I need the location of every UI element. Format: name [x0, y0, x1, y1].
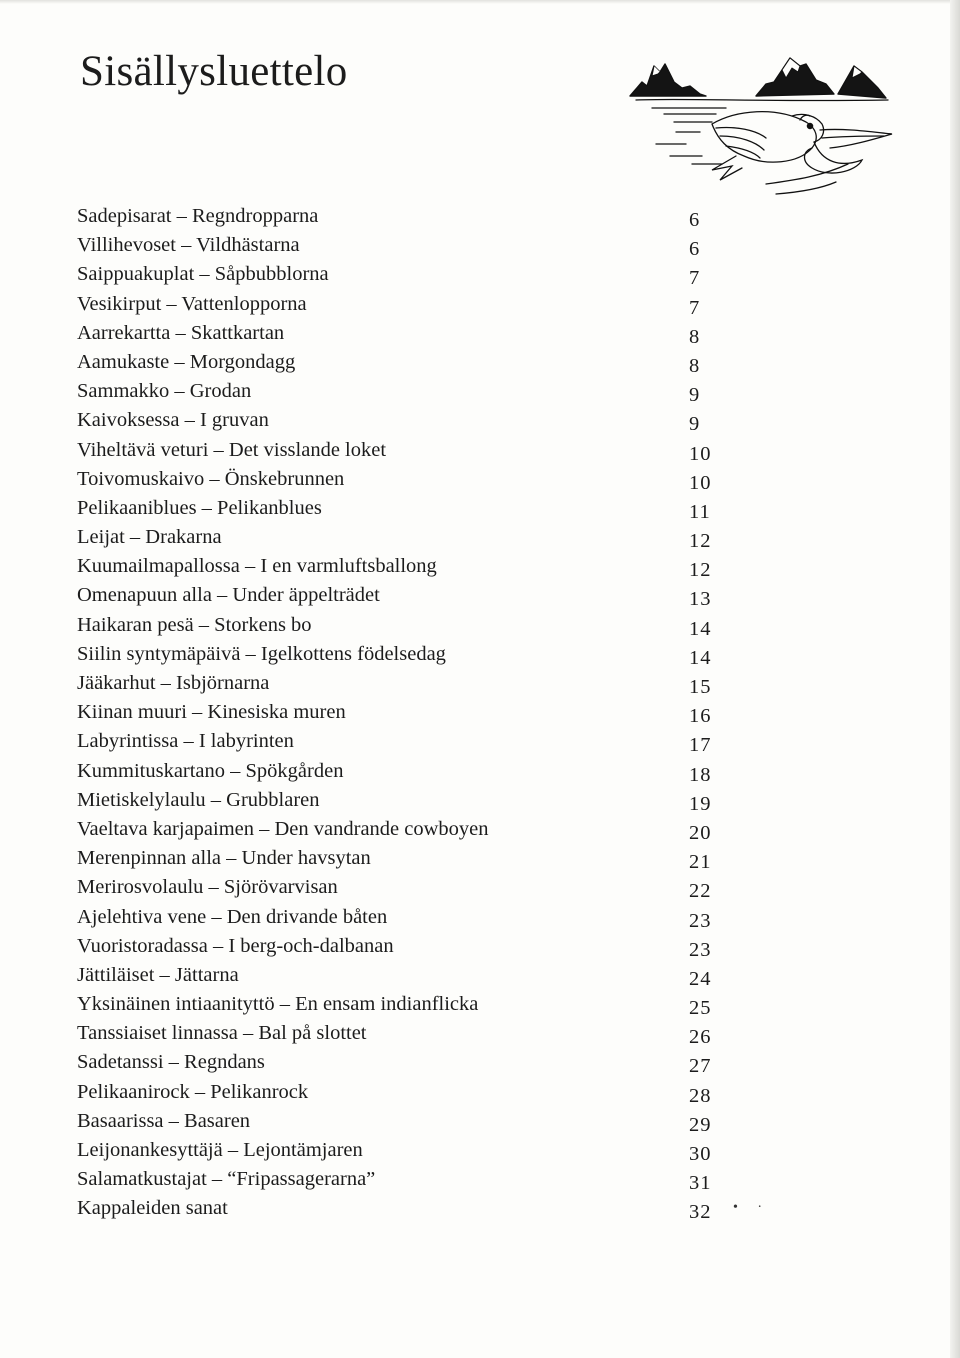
toc-entry-title: Aamukaste – Morgondagg: [77, 350, 296, 373]
toc-entry: [77, 231, 727, 260]
page-right-edge: [950, 0, 960, 1358]
toc-entry-title: Saippuakuplat – Såpbubblorna: [77, 263, 329, 286]
toc-entry-title: Villihevoset – Vildhästarna: [77, 234, 300, 257]
toc-entry-page-number: 14: [689, 617, 712, 640]
toc-entry: [77, 406, 727, 435]
toc-entry: [77, 1048, 727, 1077]
toc-entry: [77, 1136, 727, 1165]
page-top-edge: [0, 0, 960, 4]
toc-entry-page-number: 28: [689, 1084, 712, 1107]
toc-entry-title: Tanssiaiset linnassa – Bal på slottet: [77, 1022, 367, 1045]
toc-entry-title: Vuoristoradassa – I berg-och-dalbanan: [77, 934, 394, 957]
toc-entry: [77, 990, 727, 1019]
toc-entry: [77, 494, 727, 523]
toc-entry-title: Kappaleiden sanat: [77, 1197, 228, 1220]
toc-entry-title: Kuumailmapallossa – I en varmluftsballong: [77, 555, 437, 578]
toc-entry-title: Aarrekartta – Skattkartan: [77, 321, 285, 344]
decorative-dots: • ·: [733, 1200, 771, 1215]
toc-entry-page-number: 24: [689, 967, 712, 990]
toc-entry-page-number: 32: [689, 1201, 712, 1224]
toc-entry: [77, 727, 727, 756]
toc-entry-page-number: 10: [689, 442, 712, 465]
toc-entry-title: Leijonankesyttäjä – Lejontämjaren: [77, 1139, 363, 1161]
toc-entry-title: Mietiskelylaulu – Grubblaren: [77, 788, 320, 811]
toc-entry: [77, 757, 727, 786]
toc-entry: [77, 1078, 727, 1107]
toc-entry-title: Pelikaaniblues – Pelikanblues: [77, 496, 322, 519]
toc-entry: [77, 377, 727, 406]
toc-entry-title: Viheltävä veturi – Det visslande loket: [77, 438, 387, 461]
toc-entry-page-number: 30: [689, 1143, 712, 1165]
toc-entry-title: Merirosvolaulu – Sjörövarvisan: [77, 876, 338, 899]
toc-entry: [77, 611, 727, 640]
toc-entry-page-number: 9: [689, 384, 701, 407]
toc-entry: [77, 290, 727, 319]
toc-entry-title: Merenpinnan alla – Under havsytan: [77, 847, 371, 870]
toc-entry: [77, 903, 727, 932]
toc-entry-title: Vesikirput – Vattenlopporna: [77, 292, 307, 315]
toc-entry: [77, 815, 727, 844]
toc-entry-page-number: 7: [689, 296, 701, 319]
toc-entry: [77, 786, 727, 815]
toc-entry-title: Sadepisarat – Regndropparna: [77, 205, 319, 227]
toc-entry-page-number: 12: [689, 530, 712, 553]
toc-entry-page-number: 25: [689, 997, 712, 1020]
toc-entry-page-number: 6: [689, 238, 701, 261]
toc-entry: [77, 436, 727, 465]
toc-entry-page-number: 17: [689, 734, 712, 757]
toc-entry-title: Jättiläiset – Jättarna: [77, 963, 239, 986]
toc-entry: [77, 348, 727, 377]
toc-entry-title: Labyrintissa – I labyrinten: [77, 730, 294, 753]
toc-entry-title: Kiinan muuri – Kinesiska muren: [77, 701, 346, 724]
page-title: Sisällysluettelo: [80, 48, 348, 95]
toc-entry: [77, 260, 727, 289]
toc-entry-page-number: 10: [689, 471, 712, 494]
toc-entry-title: Kummituskartano – Spökgården: [77, 759, 344, 782]
toc-entry: [77, 844, 727, 873]
toc-entry: [77, 1194, 727, 1223]
toc-entry-title: Vaeltava karjapaimen – Den vandrande cowboyen: [77, 817, 489, 840]
toc-entry-page-number: 12: [689, 559, 712, 582]
toc-entry-title: Kaivoksessa – I gruvan: [77, 409, 269, 432]
toc-entry: [77, 1107, 727, 1136]
toc-entry-page-number: 14: [689, 646, 712, 669]
toc-entry-page-number: 9: [689, 413, 701, 436]
toc-entry: [77, 1019, 727, 1048]
toc-entry-page-number: 21: [689, 851, 712, 874]
toc-entry-title: Pelikaanirock – Pelikanrock: [77, 1080, 309, 1103]
toc-entry-page-number: 29: [689, 1113, 712, 1136]
toc-entry-page-number: 26: [689, 1026, 712, 1049]
toc-entry: [77, 932, 727, 961]
toc-entry: [77, 873, 727, 902]
toc-entry: [77, 640, 727, 669]
toc-entry-page-number: 6: [689, 209, 701, 231]
toc-entry-page-number: 8: [689, 354, 701, 377]
toc-entry-title: Ajelehtiva vene – Den drivande båten: [77, 905, 388, 928]
toc-entry-title: Toivomuskaivo – Önskebrunnen: [77, 467, 345, 490]
toc-entry-title: Basaarissa – Basaren: [77, 1109, 251, 1132]
toc-entry: [77, 669, 727, 698]
toc-entry: [77, 961, 727, 990]
toc-entry: [77, 202, 727, 231]
toc-entry: [77, 698, 727, 727]
toc-entry-page-number: 23: [689, 909, 712, 932]
toc-entry-title: Sadetanssi – Regndans: [77, 1051, 265, 1074]
toc-entry-title: Sammakko – Grodan: [77, 380, 252, 403]
toc-entry-page-number: 15: [689, 676, 712, 698]
toc-entry: [77, 1165, 727, 1194]
toc-entry-page-number: 11: [689, 500, 711, 523]
toc-entry-page-number: 19: [689, 792, 712, 815]
toc-entry: [77, 552, 727, 581]
toc-entry-title: Salamatkustajat – “Fripassagerarna”: [77, 1168, 376, 1191]
toc-entry: [77, 523, 727, 552]
toc-entry-title: Haikaran pesä – Storkens bo: [77, 613, 312, 636]
toc-entry-title: Jääkarhut – Isbjörnarna: [77, 672, 270, 694]
toc-entry: [77, 319, 727, 348]
toc-entry-page-number: 8: [689, 325, 701, 348]
toc-entry-title: Yksinäinen intiaanityttö – En ensam indianflicka: [77, 993, 479, 1016]
toc-entry-page-number: 20: [689, 821, 712, 844]
toc-entry: [77, 581, 727, 610]
toc-entry-page-number: 31: [689, 1172, 712, 1195]
toc-entry-page-number: 18: [689, 763, 712, 786]
toc-entry-title: Omenapuun alla – Under äppelträdet: [77, 584, 380, 607]
pelican-over-mountains-illustration: [616, 52, 902, 212]
toc-entry: [77, 465, 727, 494]
toc-entry-page-number: 13: [689, 588, 712, 611]
toc-entry-page-number: 23: [689, 938, 712, 961]
toc-entry-title: Siilin syntymäpäivä – Igelkottens födelsedag: [77, 642, 446, 665]
toc-entry-title: Leijat – Drakarna: [77, 526, 222, 549]
toc-entry-page-number: 27: [689, 1055, 712, 1078]
table-of-contents: [77, 202, 727, 1224]
toc-entry-page-number: 16: [689, 705, 712, 728]
toc-entry-page-number: 7: [689, 267, 701, 290]
toc-entry-page-number: 22: [689, 880, 712, 903]
